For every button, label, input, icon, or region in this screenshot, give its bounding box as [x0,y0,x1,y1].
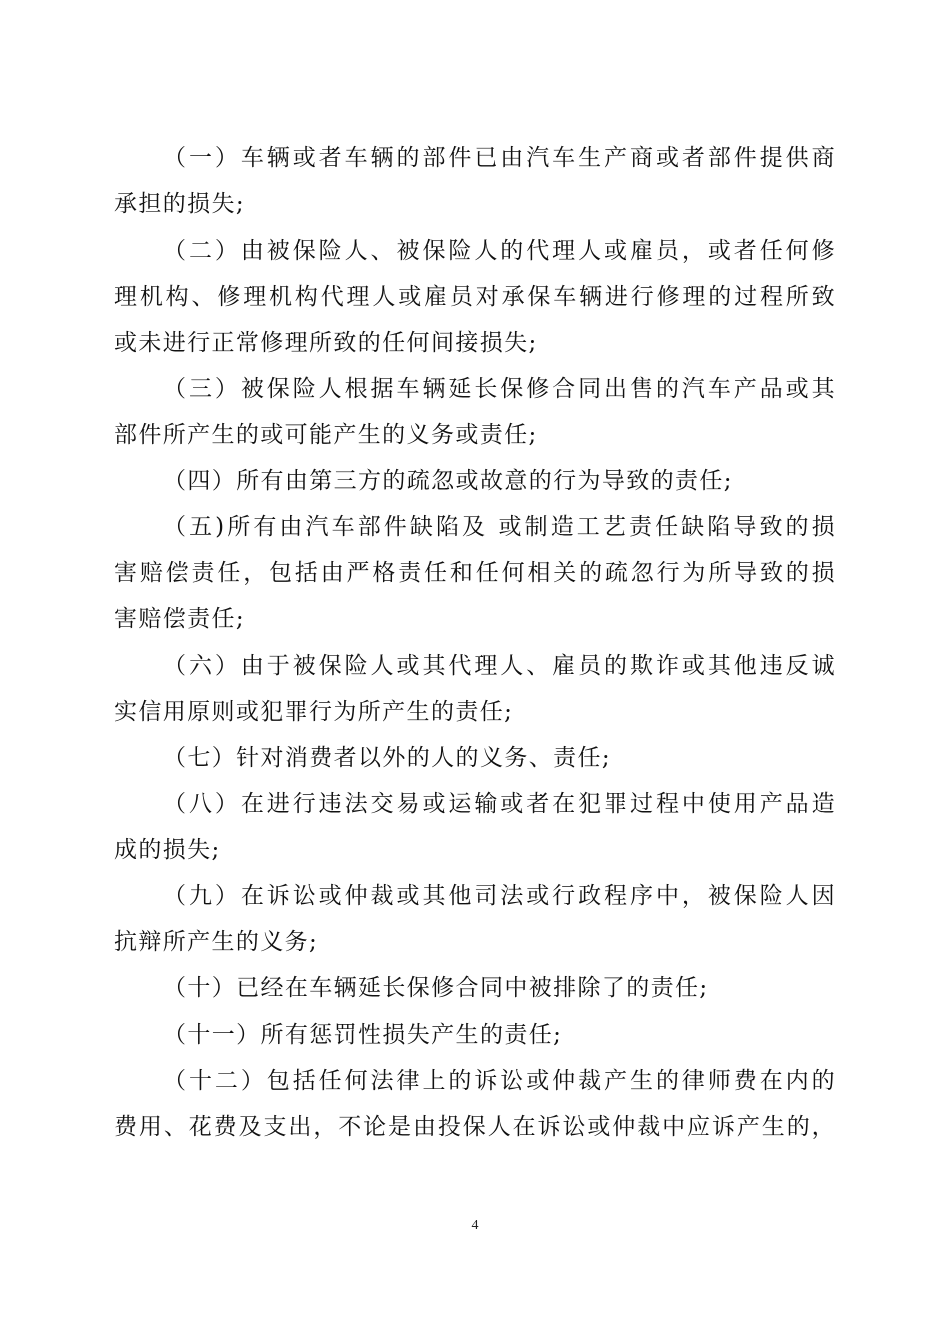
text-line: 害赔偿责任，包括由严格责任和任何相关的疏忽行为所导致的损 [114,560,836,586]
text-line: 部件所产生的或可能产生的义务或责任; [114,422,538,448]
text-line: （六）由于被保险人或其代理人、雇员的欺诈或其他违反诚 [163,653,836,679]
text-line: （五)所有由汽车部件缺陷及 或制造工艺责任缺陷导致的损 [163,514,836,540]
text-line: （三）被保险人根据车辆延长保修合同出售的汽车产品或其 [163,376,836,402]
text-line: 理机构、修理机构代理人或雇员对承保车辆进行修理的过程所致 [114,284,836,310]
text-line: 承担的损失; [114,191,246,217]
text-line: 成的损失; [114,837,221,863]
text-line: （一）车辆或者车辆的部件已由汽车生产商或者部件提供商 [163,145,836,171]
text-line: 实信用原则或犯罪行为所产生的责任; [114,699,514,725]
text-line: 抗辩所产生的义务; [114,929,319,955]
text-line: （八）在进行违法交易或运输或者在犯罪过程中使用产品造 [163,791,836,817]
text-line: （十二）包括任何法律上的诉讼或仲裁产生的律师费在内的 [163,1068,836,1094]
text-line: 费用、花费及支出，不论是由投保人在诉讼或仲裁中应诉产生的， [114,1114,836,1140]
text-line: （十一）所有惩罚性损失产生的责任; [163,1022,563,1048]
text-line: 害赔偿责任; [114,606,246,632]
text-line: （十）已经在车辆延长保修合同中被排除了的责任; [163,975,709,1001]
page-number: 4 [471,1218,479,1233]
text-line: （二）由被保险人、被保险人的代理人或雇员，或者任何修 [163,238,836,264]
text-line: （四）所有由第三方的疏忽或故意的行为导致的责任; [163,468,733,494]
text-line: （七）针对消费者以外的人的义务、责任; [163,745,611,771]
text-line: （九）在诉讼或仲裁或其他司法或行政程序中，被保险人因 [163,883,836,909]
text-line: 或未进行正常修理所致的任何间接损失; [114,330,538,356]
